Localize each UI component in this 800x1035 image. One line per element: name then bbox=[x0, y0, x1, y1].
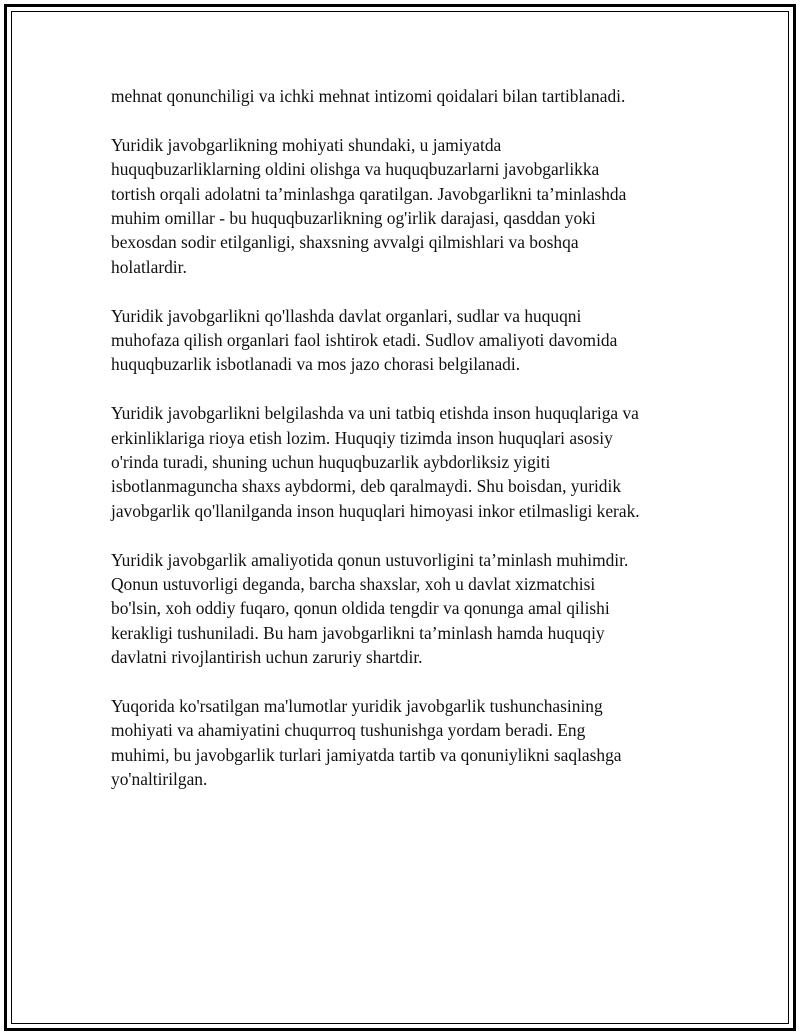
paragraph-line: o'rinda turadi, shuning uchun huquqbuzarlik aybdorliksiz yigiti bbox=[111, 452, 551, 473]
paragraph-1 bbox=[111, 84, 701, 108]
paragraph-line: holatlardir. bbox=[111, 256, 187, 277]
paragraph-4 bbox=[111, 401, 701, 523]
paragraph-3 bbox=[111, 304, 701, 377]
paragraph-line: Yuqorida ko'rsatilgan ma'lumotlar yuridik javobgarlik tushunchasining bbox=[111, 696, 603, 717]
paragraph-line: Yuridik javobgarlik amaliyotida qonun ustuvorligini ta’minlash muhimdir. bbox=[111, 549, 629, 570]
paragraph-5 bbox=[111, 548, 701, 670]
paragraph-6 bbox=[111, 694, 701, 792]
paragraph-line: muhim omillar - bu huquqbuzarlikning og'irlik darajasi, qasddan yoki bbox=[111, 208, 596, 229]
paragraph-line: muhofaza qilish organlari faol ishtirok etadi. Sudlov amaliyoti davomida bbox=[111, 330, 618, 351]
paragraph-line: davlatni rivojlantirish uchun zaruriy shartdir. bbox=[111, 647, 423, 668]
paragraph-line: bexosdan sodir etilganligi, shaxsning avvalgi qilmishlari va boshqa bbox=[111, 232, 579, 253]
paragraph-line: mohiyati va ahamiyatini chuqurroq tushunishga yordam beradi. Eng bbox=[111, 720, 586, 741]
paragraph-line: Yuridik javobgarlikni qo'llashda davlat organlari, sudlar va huquqni bbox=[111, 305, 582, 326]
paragraph-line: Yuridik javobgarlikning mohiyati shundaki, u jamiyatda bbox=[111, 134, 502, 155]
paragraph-line: tortish orqali adolatni ta’minlashga qaratilgan. Javobgarlikni ta’minlashda bbox=[111, 183, 627, 204]
paragraph-line: muhimi, bu javobgarlik turlari jamiyatda tartib va qonuniylikni saqlashga bbox=[111, 744, 622, 765]
paragraph-line: javobgarlik qo'llanilganda inson huquqlari himoyasi inkor etilmasligi kerak. bbox=[111, 500, 640, 521]
paragraph-line: mehnat qonunchiligi va ichki mehnat intizomi qoidalari bilan tartiblanadi. bbox=[111, 86, 626, 106]
paragraph-line: kerakligi tushuniladi. Bu ham javobgarlikni ta’minlash hamda huquqiy bbox=[111, 622, 605, 643]
paragraph-line: erkinliklariga rioya etish lozim. Huquqiy tizimda inson huquqlari asosiy bbox=[111, 427, 613, 448]
paragraph-line: Qonun ustuvorligi deganda, barcha shaxslar, xoh u davlat xizmatchisi bbox=[111, 574, 596, 595]
paragraph-line: huquqbuzarlik isbotlanadi va mos jazo chorasi belgilanadi. bbox=[111, 354, 521, 375]
paragraph-line: bo'lsin, xoh oddiy fuqaro, qonun oldida tengdir va qonunga amal qilishi bbox=[111, 598, 610, 619]
paragraph-line: isbotlanmaguncha shaxs aybdormi, deb qaralmaydi. Shu boisdan, yuridik bbox=[111, 476, 622, 497]
paragraph-line: huquqbuzarliklarning oldini olishga va huquqbuzarlarni javobgarlikka bbox=[111, 159, 600, 180]
paragraph-2 bbox=[111, 133, 701, 279]
paragraph-line: Yuridik javobgarlikni belgilashda va uni tatbiq etishda inson huquqlariga va bbox=[111, 403, 639, 424]
document-body bbox=[111, 84, 701, 816]
paragraph-line: yo'naltirilgan. bbox=[111, 769, 208, 790]
